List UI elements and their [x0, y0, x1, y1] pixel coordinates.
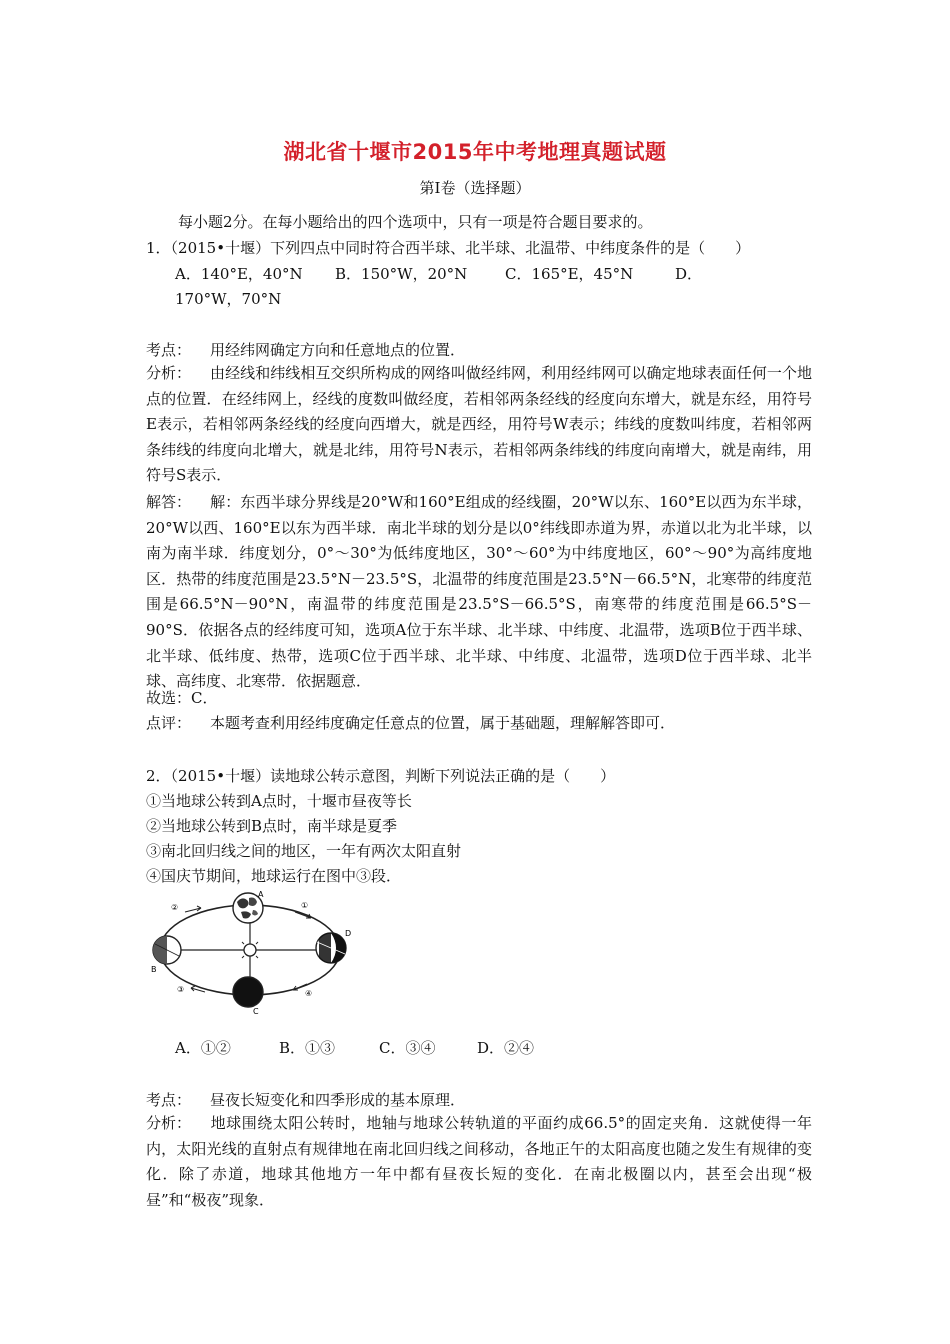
label-c: C	[253, 1007, 259, 1016]
q2-fenxi	[146, 1111, 812, 1213]
earth-c-icon	[233, 977, 263, 1007]
q1-dianping-label: 点评：	[146, 714, 192, 732]
q1-dianping	[146, 711, 816, 735]
q1-kaodian-text: 用经纬网确定方向和任意地点的位置．	[210, 341, 466, 359]
q1-option-b: B．150°W，20°N	[335, 265, 468, 283]
q1-kaodian-label: 考点：	[146, 341, 192, 359]
q1-kaodian	[146, 338, 816, 362]
q2-option-c: C．③④	[379, 1039, 436, 1057]
q2-option-b: B．①③	[279, 1039, 336, 1057]
label-b: B	[151, 965, 157, 974]
label-segment-1: ①	[301, 901, 309, 910]
q2-stem: 2．（2015•十堰）读地球公转示意图，判断下列说法正确的是（ ）	[146, 767, 616, 785]
section-subtitle: 第Ⅰ卷（选择题）	[419, 179, 531, 197]
earth-d-icon	[316, 933, 346, 963]
q2-option-a: A．①②	[175, 1039, 231, 1057]
q1-dianping-text: 本题考查利用经纬度确定任意点的位置，属于基础题，理解解答即可．	[210, 714, 676, 732]
instructions: 每小题2分。在每小题给出的四个选项中，只有一项是符合题目要求的。	[178, 213, 653, 231]
q1-answer: 故选：C．	[146, 689, 218, 707]
q2-fenxi-label: 分析：	[146, 1114, 192, 1132]
earth-revolution-diagram	[145, 888, 355, 1016]
q2-fenxi-text: 地球围绕太阳公转时，地轴与地球公转轨道的平面约成66.5°的固定夹角．这就使得一年内，太阳光线的直射点有规律地在南北回归线之间移动，各地正午的太阳高度也随之发生有规律的变化．除了赤道，地球其他地方一年中都有昼夜长短的变化．在南北极圈以内，甚至会出现“极昼”和“极夜”现象．	[146, 1114, 812, 1209]
label-segment-4: ④	[305, 989, 313, 998]
q2-options-row	[175, 1036, 845, 1060]
label-a: A	[258, 890, 264, 899]
q1-jieda-label: 解答：	[146, 493, 192, 511]
q1-option-d-value: 170°W，70°N	[175, 290, 282, 308]
q1-jieda	[146, 490, 812, 695]
q1-fenxi-label: 分析：	[146, 364, 192, 382]
q2-kaodian	[146, 1088, 816, 1112]
q1-options-row	[175, 262, 815, 286]
q1-option-d-label: D．	[675, 265, 703, 283]
q1-jieda-text: 解：东西半球分界线是20°W和160°E组成的经线圈，20°W以东、160°E以西为东半球，20°W以西、160°E以东为西半球．南北半球的划分是以0°纬线即赤道为界，赤道以北为北半球，以南为南半球．纬度划分，0°～30°为低纬度地区，30°～60°为中纬度地区，60°～90°为高纬度地区．热带的纬度范围是23.5°N－23.5°S，北温带的纬度范围是23.5°N－66.5°N，北寒带的纬度范围是66.5°N－90°N，南温带的纬度范围是23.5°S－66.5°S，南寒带的纬度范围是66.5°S－90°S．依据各点的经纬度可知，选项A位于东半球、北半球、中纬度、北温带，选项B位于西半球、北半球、低纬度、热带，选项C位于西半球、北半球、中纬度、北温带，选项D位于西半球、北半球、高纬度、北寒带．依据题意．	[146, 493, 812, 691]
q1-fenxi-text: 由经线和纬线相互交织所构成的网络叫做经纬网，利用经纬网可以确定地球表面任何一个地点的位置．在经纬网上，经线的度数叫做经度，若相邻两条经线的经度向东增大，就是东经，用符号E表示，若相邻两条经线的经度向西增大，就是西经，用符号W表示；纬线的度数叫纬度，若相邻两条纬线的纬度向北增大，就是北纬，用符号N表示，若相邻两条纬线的纬度向南增大，就是南纬，用符号S表示．	[146, 364, 812, 485]
q2-kaodian-text: 昼夜长短变化和四季形成的基本原理．	[210, 1091, 466, 1109]
q2-statement-2: ②当地球公转到B点时，南半球是夏季	[146, 817, 398, 835]
earth-b-icon	[153, 936, 181, 964]
q2-statement-4: ④国庆节期间，地球运行在图中③段．	[146, 867, 402, 885]
label-d: D	[345, 929, 352, 938]
label-segment-3: ③	[177, 985, 185, 994]
q2-statement-3: ③南北回归线之间的地区，一年有两次太阳直射	[146, 842, 462, 860]
q2-option-d: D．②④	[477, 1039, 535, 1057]
page-title: 湖北省十堰市2015年中考地理真题试题	[283, 140, 667, 164]
q1-option-a: A．140°E，40°N	[175, 265, 303, 283]
q1-fenxi	[146, 361, 812, 489]
q1-option-c: C．165°E，45°N	[505, 265, 634, 283]
q1-stem: 1．（2015•十堰）下列四点中同时符合西半球、北半球、北温带、中纬度条件的是（ ）	[146, 239, 751, 257]
q2-statement-1: ①当地球公转到A点时，十堰市昼夜等长	[146, 792, 412, 810]
q2-kaodian-label: 考点：	[146, 1091, 192, 1109]
earth-revolution-svg	[145, 888, 355, 1016]
label-segment-2: ②	[171, 903, 179, 912]
